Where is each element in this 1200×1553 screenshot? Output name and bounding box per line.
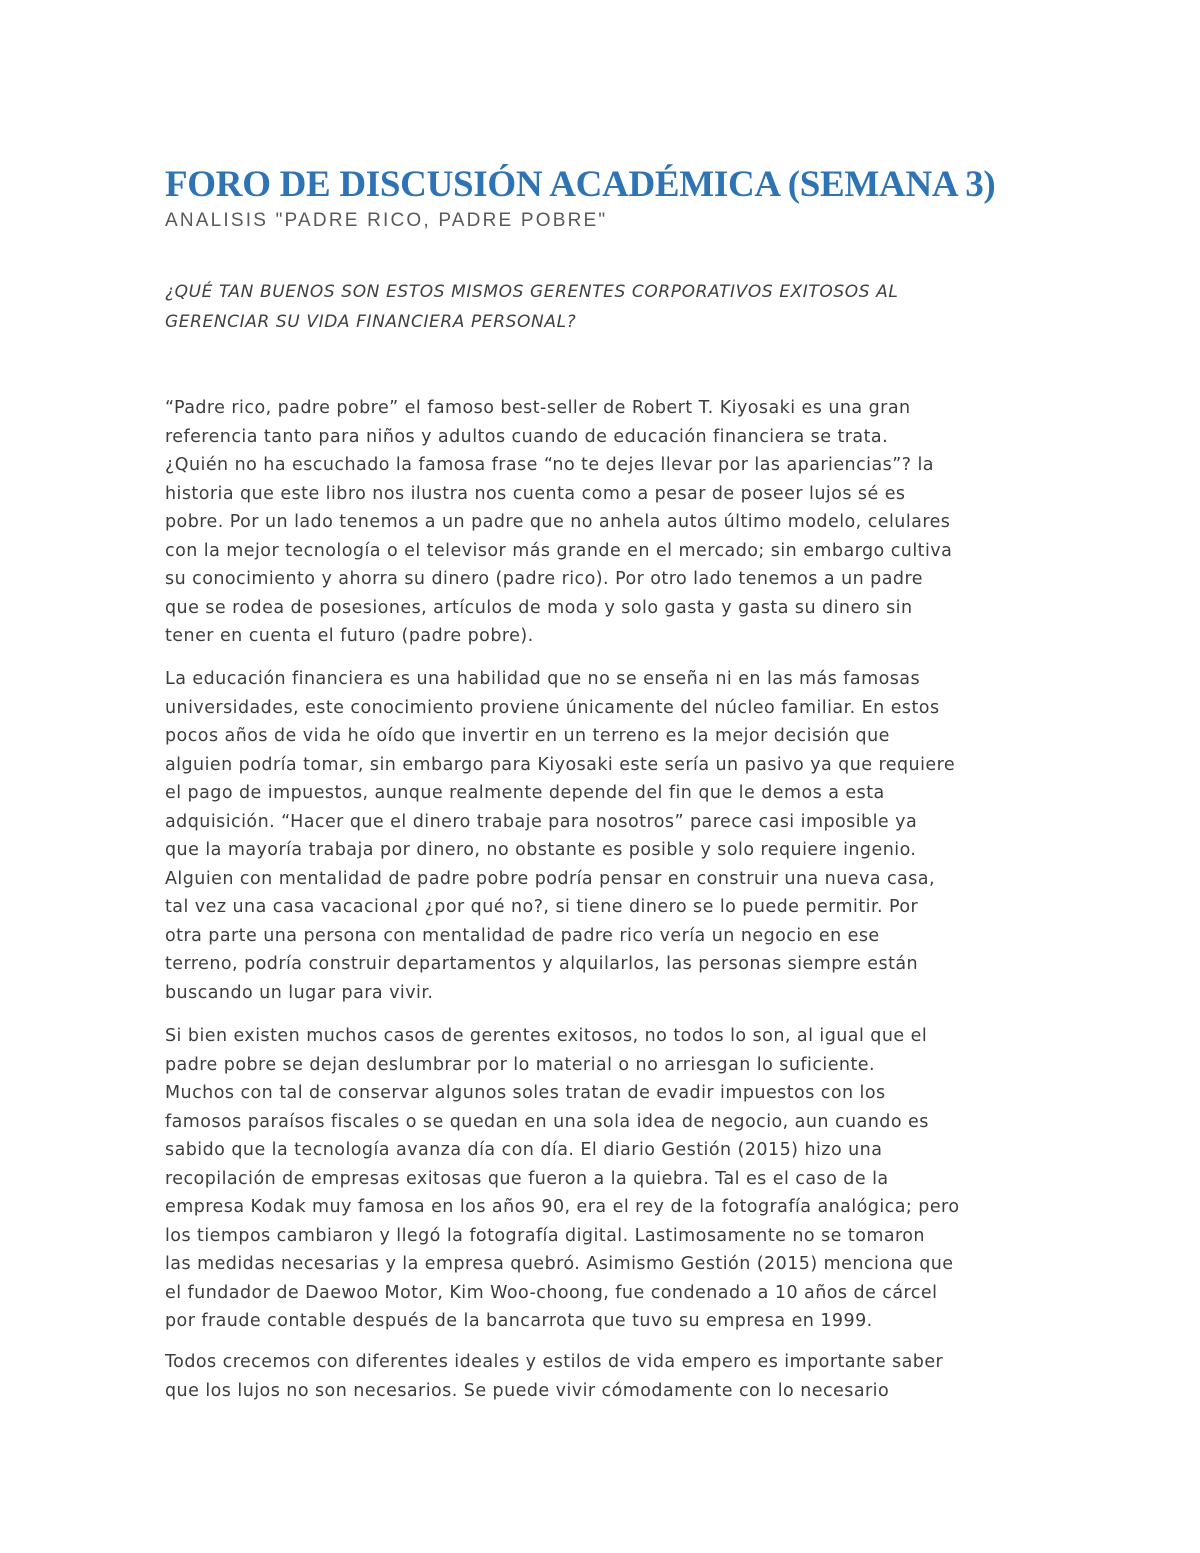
text-line: ¿Quién no ha escuchado la famosa frase “no te dejes llevar por las apariencias”? la: [165, 455, 934, 475]
text-line: famosos paraísos fiscales o se quedan en una sola idea de negocio, aun cuando es: [165, 1111, 929, 1132]
text-line: adquisición. “Hacer que el dinero trabaje para nosotros” parece casi imposible ya: [165, 811, 918, 832]
text-line: pobre. Por un lado tenemos a un padre que no anhela autos último modelo, celulares: [165, 512, 951, 532]
discussion-question: [165, 277, 1045, 337]
text-line: historia que este libro nos ilustra nos cuenta como a pesar de poseer lujos sé es: [165, 483, 906, 504]
text-line: el pago de impuestos, aunque realmente depende del fin que le demos a esta: [165, 783, 885, 803]
text-line: buscando un lugar para vivir.: [165, 982, 434, 1003]
text-line: Si bien existen muchos casos de gerentes exitosos, no todos lo son, al igual que el: [165, 1026, 928, 1046]
text-line: el fundador de Daewoo Motor, Kim Woo-choong, fue condenado a 10 años de cárcel: [165, 1282, 938, 1303]
document-title: FORO DE DISCUSIÓN ACADÉMICA (SEMANA 3): [165, 164, 996, 205]
text-line: otra parte una persona con mentalidad de padre rico vería un negocio en ese: [165, 925, 880, 946]
text-line: Muchos con tal de conservar algunos soles tratan de evadir impuestos con los: [165, 1083, 886, 1103]
text-line: Todos crecemos con diferentes ideales y estilos de vida empero es importante saber: [165, 1352, 944, 1372]
paragraph-1: [165, 394, 1045, 651]
text-line: por fraude contable después de la bancarrota que tuvo su empresa en 1999.: [165, 1311, 873, 1331]
text-line: que se rodea de posesiones, artículos de moda y solo gasta y gasta su dinero sin: [165, 597, 913, 618]
text-line: los tiempos cambiaron y llegó la fotografía digital. Lastimosamente no se tomaron: [165, 1225, 925, 1246]
text-line: con la mejor tecnología o el televisor más grande en el mercado; sin embargo cultiva: [165, 540, 953, 561]
question-line: GERENCIAR SU VIDA FINANCIERA PERSONAL?: [165, 312, 577, 332]
text-line: Alguien con mentalidad de padre pobre podría pensar en construir una nueva casa,: [165, 868, 935, 889]
text-line: que los lujos no son necesarios. Se puede vivir cómodamente con lo necesario: [165, 1380, 890, 1401]
text-line: terreno, podría construir departamentos y alquilarlos, las personas siempre están: [165, 954, 919, 974]
text-line: La educación financiera es una habilidad que no se enseña ni en las más famosas: [165, 669, 921, 689]
question-line: ¿QUÉ TAN BUENOS SON ESTOS MISMOS GERENTES CORPORATIVOS EXITOSOS AL: [165, 282, 899, 302]
text-line: sabido que la tecnología avanza día con día. El diario Gestión (2015) hizo una: [165, 1140, 883, 1160]
document-content: [165, 163, 1035, 1401]
text-line: empresa Kodak muy famosa en los años 90, era el rey de la fotografía analógica; pero: [165, 1197, 960, 1217]
text-line: referencia tanto para niños y adultos cuando de educación financiera se trata.: [165, 426, 889, 447]
text-line: las medidas necesarias y la empresa quebró. Asimismo Gestión (2015) menciona que: [165, 1254, 954, 1274]
text-line: padre pobre se dejan deslumbrar por lo material o no arriesgan lo suficiente.: [165, 1054, 876, 1075]
text-line: alguien podría tomar, sin embargo para Kiyosaki este sería un pasivo ya que requiere: [165, 754, 956, 775]
text-line: que la mayoría trabaja por dinero, no obstante es posible y solo requiere ingenio.: [165, 840, 917, 860]
document-subtitle: ANALISIS "PADRE RICO, PADRE POBRE": [165, 210, 608, 231]
text-line: “Padre rico, padre pobre” el famoso best-seller de Robert T. Kiyosaki es una gran: [165, 398, 911, 418]
paragraph-4: [165, 1348, 1045, 1405]
text-line: pocos años de vida he oído que invertir en un terreno es la mejor decisión que: [165, 726, 890, 746]
text-line: tener en cuenta el futuro (padre pobre).: [165, 626, 534, 646]
paragraph-2: [165, 665, 1045, 1007]
paragraph-3: [165, 1022, 1045, 1336]
text-line: universidades, este conocimiento proviene únicamente del núcleo familiar. En estos: [165, 697, 940, 718]
text-line: su conocimiento y ahorra su dinero (padre rico). Por otro lado tenemos a un padre: [165, 569, 923, 589]
text-line: recopilación de empresas exitosas que fueron a la quiebra. Tal es el caso de la: [165, 1168, 889, 1189]
text-line: tal vez una casa vacacional ¿por qué no?, si tiene dinero se lo puede permitir. Por: [165, 897, 919, 917]
